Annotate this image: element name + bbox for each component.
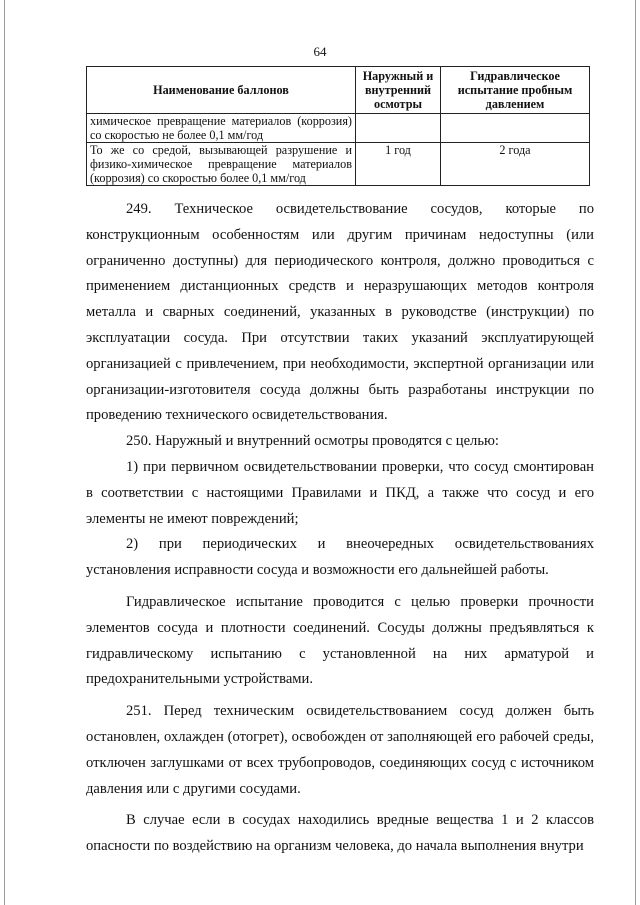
table-cell-visual: 1 год: [356, 143, 441, 186]
header-visual-inspection: Наружный и внутренний осмотры: [356, 67, 441, 114]
table-cell-visual: [356, 114, 441, 143]
page-number: 64: [313, 44, 327, 59]
table-row: [87, 114, 590, 143]
header-cylinder-name: Наименование баллонов: [87, 67, 356, 114]
paragraph-harmful-substances: В случае если в сосудах находились вредные вещества 1 и 2 классов опасности по воздействию на организм человека, до начала выполнения внутри: [86, 812, 594, 855]
cylinders-table: [86, 66, 590, 186]
paragraph-251: 251. Перед техническим освидетельствованием сосуд должен быть остановлен, охлажден (отогрет), освобожден от заполняющей его рабочей среды, отключен заглушками от всех трубопроводов, соединяющих сосуд с источником давления или с другими сосудами.: [86, 703, 594, 797]
table-cell-hydraulic: 2 года: [441, 143, 590, 186]
table-row: [87, 143, 590, 186]
paragraph-250: 250. Наружный и внутренний осмотры проводятся с целью:: [126, 433, 499, 450]
paragraph-hydraulic-test: Гидравлическое испытание проводится с целью проверки прочности элементов сосуда и плотности соединений. Сосуды должны предъявляться к гидравлическому испытанию с установленной на них арматурой и предохранительными устройствами.: [86, 593, 594, 688]
table-cell-name: То же со средой, вызывающей разрушение и физико-химическое превращение материалов (коррозия) со скоростью более 0,1 мм/год: [87, 143, 356, 186]
paragraph-249: 249. Техническое освидетельствование сосудов, которые по конструкционным особенностям или другим причинам недоступны (или ограниченно доступны) для периодического контроля, должно проводиться с применением дистанционных средств и неразрушающих методов контроля металла и сварных соединений, указанных в руководстве (инструкции) по эксплуатации сосуда. При отсутствии таких указаний эксплуатирующей организацией с привлечением, при необходимости, экспертной организации или организации-изготовителя сосуда должны быть разработаны инструкции по проведению технического освидетельствования.: [86, 201, 594, 424]
table-cell-hydraulic: [441, 114, 590, 143]
paragraph-250-item-2: 2) при периодических и внеочередных освидетельствованиях установления исправности сосуда и возможности его дальнейшей работы.: [86, 536, 594, 579]
table-cell-name: химическое превращение материалов (коррозия) со скоростью не более 0,1 мм/год: [87, 114, 356, 143]
header-hydraulic-test: Гидравлическое испытание пробным давлением: [441, 67, 590, 114]
paragraph-250-item-1: 1) при первичном освидетельствовании проверки, что сосуд смонтирован в соответствии с настоящими Правилами и ПКД, а также что сосуд и его элементы не имеют повреждений;: [86, 458, 594, 527]
table-header-row: [87, 67, 590, 114]
document-body: [86, 197, 594, 860]
